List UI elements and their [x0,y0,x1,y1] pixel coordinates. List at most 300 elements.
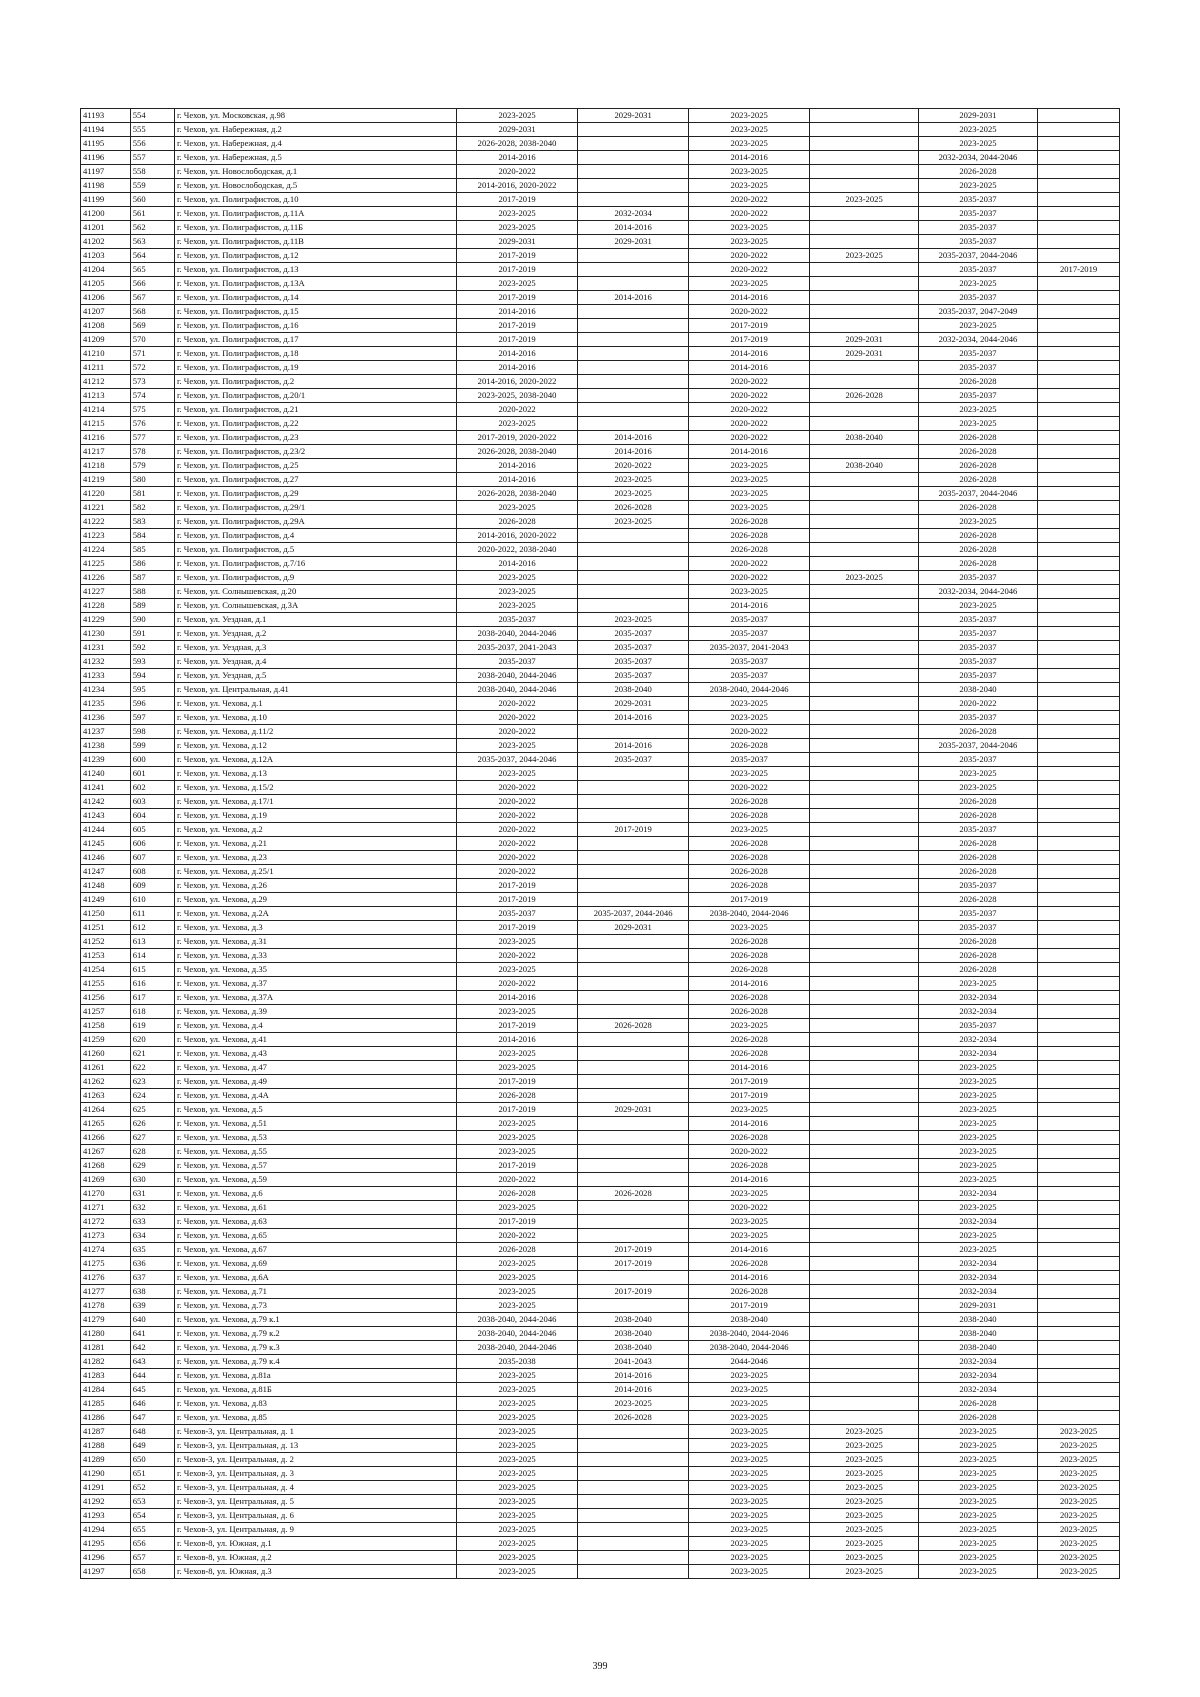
table-row [81,1173,1120,1187]
record-number-cell: 41259 [81,1033,131,1047]
period-cell-4 [810,1215,918,1229]
period-cell-5: 2023-2025 [918,1439,1037,1453]
address-cell: г. Чехов, ул. Полиграфистов, д.14 [174,291,456,305]
period-cell-3: 2023-2025 [688,1481,810,1495]
period-cell-4 [810,123,918,137]
period-cell-6 [1038,375,1120,389]
address-cell: г. Чехов, ул. Полиграфистов, д.9 [174,571,456,585]
period-cell-4 [810,1369,918,1383]
sequence-number-cell: 655 [130,1523,174,1537]
period-cell-2 [578,403,689,417]
period-cell-4 [810,291,918,305]
period-cell-1: 2035-2037, 2041-2043 [456,641,578,655]
address-cell: г. Чехов, ул. Полиграфистов, д.5 [174,543,456,557]
period-cell-6 [1038,487,1120,501]
address-cell: г. Чехов, ул. Чехова, д.6А [174,1271,456,1285]
sequence-number-cell: 650 [130,1453,174,1467]
period-cell-6 [1038,1159,1120,1173]
period-cell-6 [1038,893,1120,907]
period-cell-6 [1038,1383,1120,1397]
period-cell-2: 2023-2025 [578,515,689,529]
period-cell-4 [810,865,918,879]
sequence-number-cell: 623 [130,1075,174,1089]
table-row [81,109,1120,123]
period-cell-1: 2014-2016 [456,361,578,375]
period-cell-1: 2026-2028, 2038-2040 [456,445,578,459]
period-cell-2: 2038-2040 [578,683,689,697]
period-cell-6: 2023-2025 [1038,1439,1120,1453]
period-cell-1: 2023-2025 [456,1201,578,1215]
sequence-number-cell: 573 [130,375,174,389]
sequence-number-cell: 648 [130,1425,174,1439]
period-cell-1: 2023-2025 [456,221,578,235]
period-cell-2 [578,123,689,137]
period-cell-5: 2035-2037 [918,291,1037,305]
period-cell-3: 2035-2037 [688,613,810,627]
period-cell-4 [810,1257,918,1271]
period-cell-3: 2023-2025 [688,123,810,137]
sequence-number-cell: 625 [130,1103,174,1117]
period-cell-2 [578,1159,689,1173]
period-cell-1: 2026-2028 [456,1089,578,1103]
period-cell-6 [1038,851,1120,865]
record-number-cell: 41277 [81,1285,131,1299]
period-cell-2: 2041-2043 [578,1355,689,1369]
period-cell-6 [1038,977,1120,991]
record-number-cell: 41193 [81,109,131,123]
period-cell-5: 2026-2028 [918,851,1037,865]
period-cell-3: 2038-2040, 2044-2046 [688,907,810,921]
period-cell-2 [578,963,689,977]
period-cell-1: 2023-2025 [456,1425,578,1439]
period-cell-5: 2026-2028 [918,375,1037,389]
period-cell-5: 2023-2025 [918,767,1037,781]
record-number-cell: 41237 [81,725,131,739]
period-cell-3: 2020-2022 [688,781,810,795]
period-cell-5: 2026-2028 [918,1397,1037,1411]
record-number-cell: 41228 [81,599,131,613]
period-cell-5: 2023-2025 [918,1145,1037,1159]
period-cell-6 [1038,235,1120,249]
record-number-cell: 41203 [81,249,131,263]
period-cell-1: 2017-2019 [456,333,578,347]
address-cell: г. Чехов, ул. Чехова, д.13 [174,767,456,781]
period-cell-4 [810,655,918,669]
period-cell-4 [810,557,918,571]
address-cell: г. Чехов, ул. Чехова, д.12 [174,739,456,753]
record-number-cell: 41255 [81,977,131,991]
period-cell-2: 2014-2016 [578,445,689,459]
period-cell-3: 2038-2040, 2044-2046 [688,1327,810,1341]
table-row [81,585,1120,599]
period-cell-4: 2023-2025 [810,571,918,585]
sequence-number-cell: 582 [130,501,174,515]
sequence-number-cell: 559 [130,179,174,193]
sequence-number-cell: 563 [130,235,174,249]
address-cell: г. Чехов, ул. Уездная, д.3 [174,641,456,655]
period-cell-1: 2017-2019 [456,1019,578,1033]
period-cell-3: 2044-2046 [688,1355,810,1369]
period-cell-3: 2023-2025 [688,1383,810,1397]
sequence-number-cell: 637 [130,1271,174,1285]
period-cell-4 [810,837,918,851]
period-cell-3: 2020-2022 [688,389,810,403]
period-cell-4 [810,823,918,837]
period-cell-1: 2020-2022 [456,809,578,823]
period-cell-4 [810,851,918,865]
period-cell-3: 2026-2028 [688,991,810,1005]
table-row [81,739,1120,753]
table-row [81,1005,1120,1019]
period-cell-4 [810,235,918,249]
address-cell: г. Чехов, ул. Чехова, д.37 [174,977,456,991]
record-number-cell: 41287 [81,1425,131,1439]
period-cell-4 [810,1005,918,1019]
period-cell-1: 2023-2025 [456,207,578,221]
period-cell-1: 2023-2025 [456,739,578,753]
period-cell-4 [810,179,918,193]
period-cell-6 [1038,417,1120,431]
table-row [81,1075,1120,1089]
record-number-cell: 41233 [81,669,131,683]
record-number-cell: 41214 [81,403,131,417]
table-row [81,487,1120,501]
record-number-cell: 41292 [81,1495,131,1509]
period-cell-1: 2014-2016 [456,347,578,361]
address-cell: г. Чехов, ул. Чехова, д.39 [174,1005,456,1019]
sequence-number-cell: 571 [130,347,174,361]
address-cell: г. Чехов, ул. Чехова, д.15/2 [174,781,456,795]
period-cell-4: 2029-2031 [810,347,918,361]
sequence-number-cell: 569 [130,319,174,333]
period-cell-1: 2023-2025 [456,1495,578,1509]
period-cell-6: 2023-2025 [1038,1467,1120,1481]
period-cell-4: 2023-2025 [810,1537,918,1551]
address-cell: г. Чехов, ул. Чехова, д.1 [174,697,456,711]
period-cell-3: 2014-2016 [688,151,810,165]
period-cell-6 [1038,1299,1120,1313]
address-cell: г. Чехов, ул. Чехова, д.79 к.2 [174,1327,456,1341]
period-cell-3: 2023-2025 [688,1565,810,1579]
period-cell-5: 2023-2025 [918,1509,1037,1523]
period-cell-6 [1038,921,1120,935]
address-cell: г. Чехов, ул. Полиграфистов, д.25 [174,459,456,473]
record-number-cell: 41264 [81,1103,131,1117]
sequence-number-cell: 599 [130,739,174,753]
table-row [81,501,1120,515]
table-row [81,599,1120,613]
period-cell-3: 2023-2025 [688,1551,810,1565]
table-row [81,347,1120,361]
table-row [81,1425,1120,1439]
period-cell-3: 2023-2025 [688,1439,810,1453]
period-cell-1: 2014-2016, 2020-2022 [456,179,578,193]
period-cell-3: 2035-2037 [688,753,810,767]
address-cell: г. Чехов, ул. Чехова, д.49 [174,1075,456,1089]
period-cell-4 [810,991,918,1005]
record-number-cell: 41290 [81,1467,131,1481]
period-cell-4 [810,1173,918,1187]
period-cell-2 [578,1117,689,1131]
period-cell-5: 2023-2025 [918,1481,1037,1495]
period-cell-3: 2026-2028 [688,1257,810,1271]
period-cell-4 [810,1341,918,1355]
period-cell-3: 2014-2016 [688,1271,810,1285]
period-cell-5: 2026-2028 [918,865,1037,879]
table-row [81,1523,1120,1537]
period-cell-6 [1038,655,1120,669]
period-cell-1: 2020-2022 [456,795,578,809]
period-cell-2: 2023-2025 [578,473,689,487]
period-cell-5: 2023-2025 [918,1565,1037,1579]
address-cell: г. Чехов, ул. Чехова, д.83 [174,1397,456,1411]
address-cell: г. Чехов, ул. Чехова, д.2А [174,907,456,921]
period-cell-3: 2023-2025 [688,1103,810,1117]
period-cell-2 [578,319,689,333]
period-cell-4 [810,1145,918,1159]
address-cell: г. Чехов, ул. Полиграфистов, д.17 [174,333,456,347]
period-cell-3: 2014-2016 [688,347,810,361]
address-cell: г. Чехов, ул. Набережная, д.4 [174,137,456,151]
period-cell-2 [578,305,689,319]
table-row [81,1537,1120,1551]
table-row [81,669,1120,683]
sequence-number-cell: 644 [130,1369,174,1383]
address-cell: г. Чехов, ул. Чехова, д.31 [174,935,456,949]
period-cell-5: 2035-2037 [918,361,1037,375]
record-number-cell: 41261 [81,1061,131,1075]
period-cell-4 [810,137,918,151]
period-cell-3: 2023-2025 [688,501,810,515]
period-cell-1: 2023-2025 [456,767,578,781]
table-row [81,1355,1120,1369]
record-number-cell: 41227 [81,585,131,599]
address-cell: г. Чехов, ул. Новослободская, д.1 [174,165,456,179]
period-cell-6 [1038,823,1120,837]
period-cell-3: 2014-2016 [688,445,810,459]
period-cell-2 [578,935,689,949]
record-number-cell: 41267 [81,1145,131,1159]
period-cell-1: 2017-2019 [456,1215,578,1229]
sequence-number-cell: 591 [130,627,174,641]
address-cell: г. Чехов, ул. Полиграфистов, д.20/1 [174,389,456,403]
period-cell-4 [810,1103,918,1117]
period-cell-5: 2032-2034 [918,1257,1037,1271]
period-cell-5: 2023-2025 [918,403,1037,417]
table-row [81,949,1120,963]
period-cell-1: 2029-2031 [456,235,578,249]
sequence-number-cell: 653 [130,1495,174,1509]
period-cell-4 [810,473,918,487]
address-cell: г. Чехов, ул. Уездная, д.4 [174,655,456,669]
period-cell-6 [1038,571,1120,585]
record-number-cell: 41251 [81,921,131,935]
period-cell-5: 2032-2034 [918,1187,1037,1201]
record-number-cell: 41257 [81,1005,131,1019]
period-cell-3: 2014-2016 [688,1117,810,1131]
period-cell-1: 2035-2037 [456,907,578,921]
period-cell-4 [810,669,918,683]
address-cell: г. Чехов, ул. Новослободская, д.5 [174,179,456,193]
period-cell-6 [1038,319,1120,333]
period-cell-6 [1038,585,1120,599]
period-cell-3: 2026-2028 [688,851,810,865]
period-cell-2 [578,809,689,823]
period-cell-6 [1038,305,1120,319]
period-cell-6 [1038,459,1120,473]
table-row [81,753,1120,767]
period-cell-5: 2038-2040 [918,683,1037,697]
record-number-cell: 41262 [81,1075,131,1089]
period-cell-4 [810,109,918,123]
record-number-cell: 41217 [81,445,131,459]
sequence-number-cell: 584 [130,529,174,543]
period-cell-1: 2023-2025 [456,277,578,291]
period-cell-5: 2032-2034 [918,1355,1037,1369]
period-cell-4 [810,263,918,277]
period-cell-6 [1038,1061,1120,1075]
period-cell-1: 2020-2022, 2038-2040 [456,543,578,557]
sequence-number-cell: 635 [130,1243,174,1257]
period-cell-6 [1038,1397,1120,1411]
period-cell-1: 2038-2040, 2044-2046 [456,683,578,697]
period-cell-3: 2020-2022 [688,571,810,585]
sequence-number-cell: 618 [130,1005,174,1019]
address-cell: г. Чехов, ул. Чехова, д.21 [174,837,456,851]
period-cell-2: 2029-2031 [578,109,689,123]
period-cell-4 [810,1271,918,1285]
period-cell-4 [810,725,918,739]
record-number-cell: 41283 [81,1369,131,1383]
period-cell-3: 2020-2022 [688,1201,810,1215]
period-cell-1: 2020-2022 [456,865,578,879]
table-row [81,1103,1120,1117]
sequence-number-cell: 577 [130,431,174,445]
period-cell-3: 2017-2019 [688,893,810,907]
period-cell-4 [810,417,918,431]
period-cell-6 [1038,207,1120,221]
record-number-cell: 41219 [81,473,131,487]
table-row [81,431,1120,445]
period-cell-4 [810,1383,918,1397]
period-cell-4 [810,1089,918,1103]
period-cell-4: 2023-2025 [810,1509,918,1523]
period-cell-3: 2014-2016 [688,1173,810,1187]
record-number-cell: 41289 [81,1453,131,1467]
record-number-cell: 41236 [81,711,131,725]
table-row [81,977,1120,991]
period-cell-3: 2026-2028 [688,1033,810,1047]
sequence-number-cell: 627 [130,1131,174,1145]
period-cell-2: 2035-2037 [578,655,689,669]
address-cell: г. Чехов, ул. Чехова, д.3 [174,921,456,935]
period-cell-1: 2023-2025 [456,501,578,515]
period-cell-4 [810,697,918,711]
period-cell-5: 2029-2031 [918,1299,1037,1313]
period-cell-5: 2026-2028 [918,557,1037,571]
table-row [81,137,1120,151]
record-number-cell: 41266 [81,1131,131,1145]
record-number-cell: 41226 [81,571,131,585]
period-cell-3: 2023-2025 [688,487,810,501]
period-cell-5: 2035-2037 [918,263,1037,277]
period-cell-4 [810,375,918,389]
period-cell-4 [810,879,918,893]
period-cell-3: 2023-2025 [688,165,810,179]
record-number-cell: 41271 [81,1201,131,1215]
sequence-number-cell: 610 [130,893,174,907]
period-cell-2 [578,1145,689,1159]
period-cell-4 [810,277,918,291]
sequence-number-cell: 652 [130,1481,174,1495]
sequence-number-cell: 583 [130,515,174,529]
sequence-number-cell: 560 [130,193,174,207]
period-cell-4 [810,1159,918,1173]
period-cell-3: 2020-2022 [688,193,810,207]
period-cell-3: 2035-2037, 2041-2043 [688,641,810,655]
period-cell-5: 2032-2034 [918,1005,1037,1019]
period-cell-1: 2014-2016 [456,305,578,319]
period-cell-5: 2023-2025 [918,1495,1037,1509]
address-cell: г. Чехов, ул. Чехова, д.23 [174,851,456,865]
period-cell-5: 2026-2028 [918,1411,1037,1425]
period-cell-1: 2023-2025 [456,1383,578,1397]
period-cell-3: 2023-2025 [688,1187,810,1201]
period-cell-3: 2020-2022 [688,305,810,319]
record-number-cell: 41249 [81,893,131,907]
table-row [81,1509,1120,1523]
record-number-cell: 41225 [81,557,131,571]
sequence-number-cell: 574 [130,389,174,403]
record-number-cell: 41239 [81,753,131,767]
address-cell: г. Чехов, ул. Чехова, д.79 к.4 [174,1355,456,1369]
sequence-number-cell: 595 [130,683,174,697]
period-cell-2 [578,263,689,277]
period-cell-6 [1038,683,1120,697]
period-cell-5: 2023-2025 [918,1117,1037,1131]
sequence-number-cell: 656 [130,1537,174,1551]
sequence-number-cell: 647 [130,1411,174,1425]
period-cell-4: 2038-2040 [810,459,918,473]
address-cell: г. Чехов, ул. Полиграфистов, д.7/16 [174,557,456,571]
period-cell-6 [1038,431,1120,445]
period-cell-6 [1038,781,1120,795]
period-cell-3: 2026-2028 [688,543,810,557]
record-number-cell: 41265 [81,1117,131,1131]
period-cell-5: 2035-2037 [918,641,1037,655]
period-cell-6 [1038,557,1120,571]
period-cell-5: 2032-2034 [918,1033,1037,1047]
period-cell-1: 2014-2016 [456,473,578,487]
period-cell-1: 2023-2025 [456,1005,578,1019]
record-number-cell: 41207 [81,305,131,319]
period-cell-4 [810,893,918,907]
period-cell-5: 2035-2037 [918,235,1037,249]
period-cell-1: 2026-2028 [456,1243,578,1257]
period-cell-2 [578,781,689,795]
table-row [81,921,1120,935]
address-cell: г. Чехов, ул. Полиграфистов, д.19 [174,361,456,375]
period-cell-4 [810,151,918,165]
period-cell-5: 2026-2028 [918,543,1037,557]
table-row [81,305,1120,319]
period-cell-6 [1038,179,1120,193]
period-cell-3: 2020-2022 [688,403,810,417]
period-cell-6 [1038,165,1120,179]
table-row [81,1019,1120,1033]
period-cell-3: 2026-2028 [688,809,810,823]
period-cell-5: 2032-2034, 2044-2046 [918,151,1037,165]
